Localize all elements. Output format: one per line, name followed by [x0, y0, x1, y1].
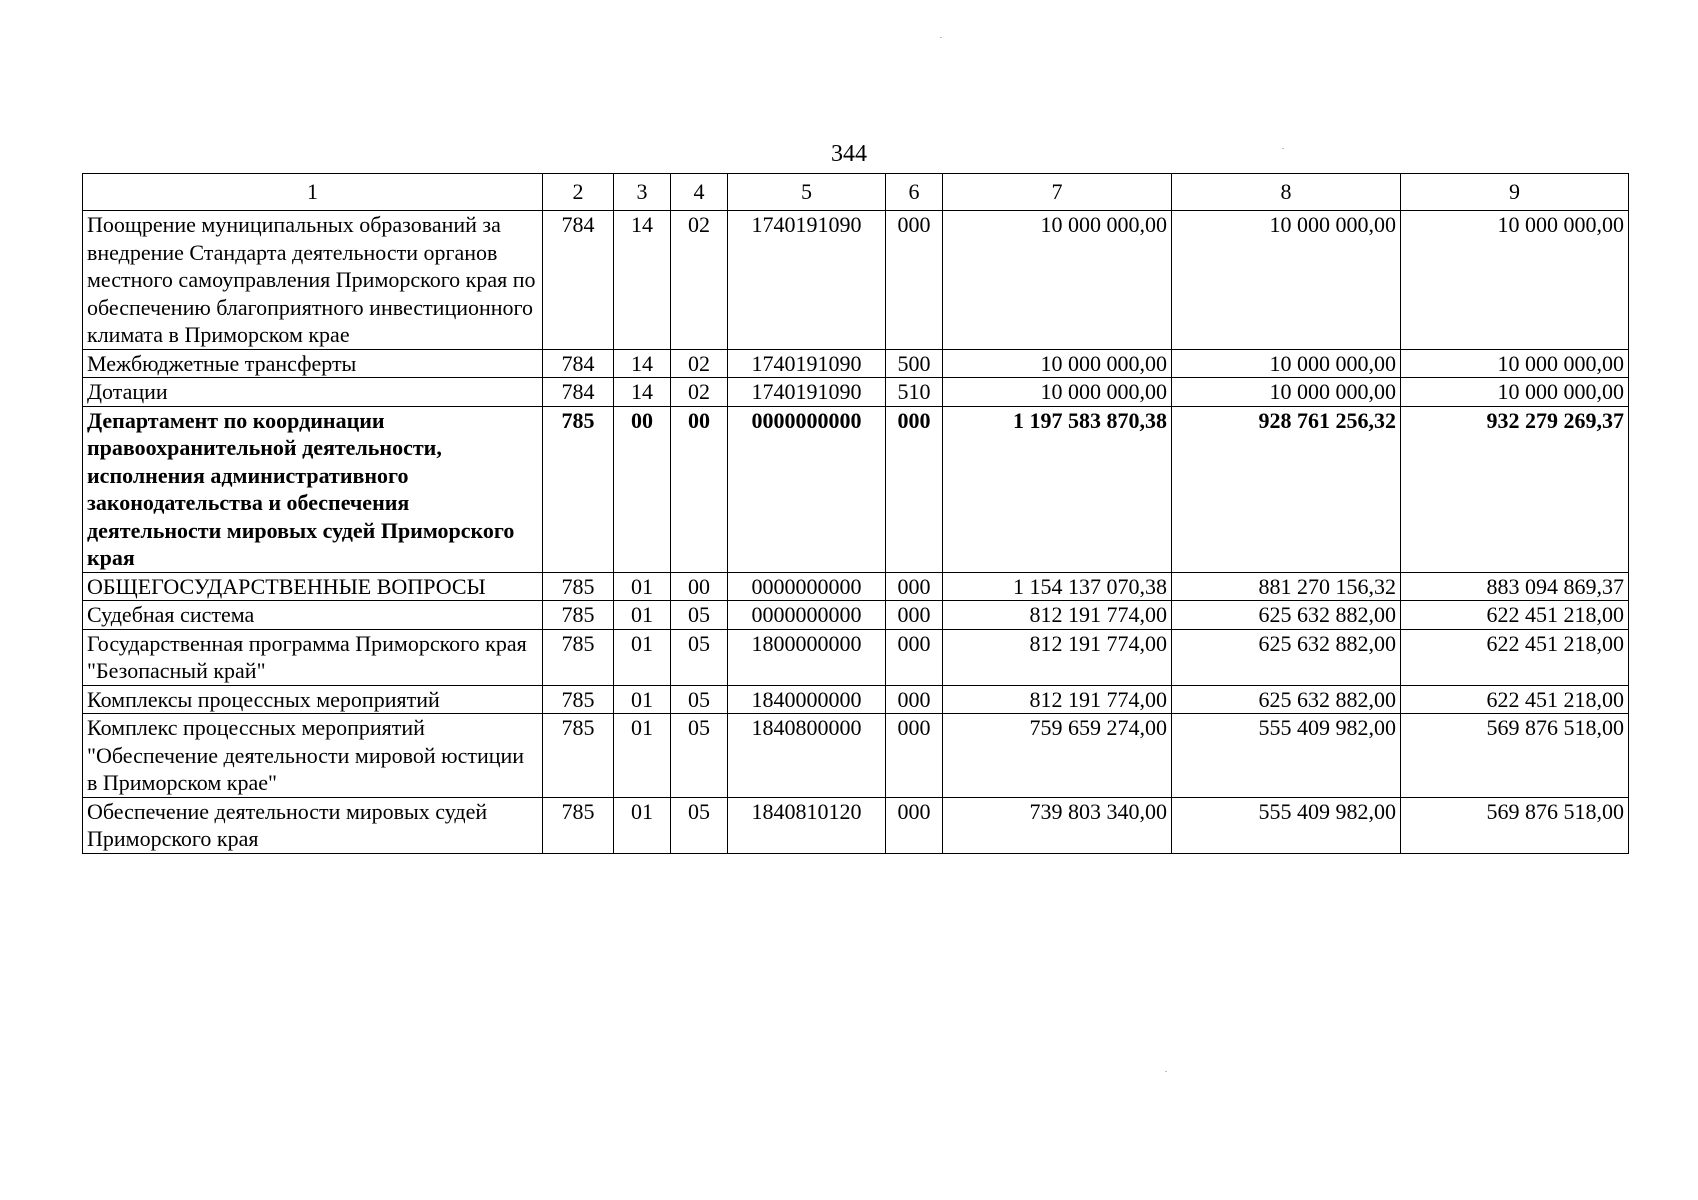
table-row	[83, 349, 1629, 378]
ministry-code: 785	[543, 797, 614, 853]
table-row	[83, 572, 1629, 601]
table-row	[83, 601, 1629, 630]
expense-type-code: 000	[886, 601, 943, 630]
column-header: 9	[1401, 174, 1629, 211]
ministry-code: 785	[543, 714, 614, 798]
section-code: 01	[614, 797, 671, 853]
ministry-code: 784	[543, 378, 614, 407]
section-code: 01	[614, 714, 671, 798]
column-number-row	[83, 174, 1629, 211]
row-name: Обеспечение деятельности мировых судей Приморского края	[83, 797, 543, 853]
row-name: Межбюджетные трансферты	[83, 349, 543, 378]
amount-col-8: 625 632 882,00	[1172, 685, 1401, 714]
amount-col-9: 569 876 518,00	[1401, 714, 1629, 798]
amount-col-8: 881 270 156,32	[1172, 572, 1401, 601]
expense-type-code: 510	[886, 378, 943, 407]
amount-col-7: 1 154 137 070,38	[943, 572, 1172, 601]
amount-col-7: 812 191 774,00	[943, 685, 1172, 714]
expense-type-code: 000	[886, 629, 943, 685]
amount-col-7: 759 659 274,00	[943, 714, 1172, 798]
table-row	[83, 211, 1629, 350]
expense-type-code: 000	[886, 714, 943, 798]
row-name: Департамент по координации правоохранительной деятельности, исполнения административного законодательства и обеспечения деятельности мировых судей Приморского края	[83, 406, 543, 572]
subsection-code: 05	[671, 685, 728, 714]
expense-type-code: 000	[886, 572, 943, 601]
expense-type-code: 000	[886, 685, 943, 714]
ministry-code: 784	[543, 349, 614, 378]
ministry-code: 784	[543, 211, 614, 350]
amount-col-8: 10 000 000,00	[1172, 349, 1401, 378]
amount-col-9: 10 000 000,00	[1401, 378, 1629, 407]
section-code: 14	[614, 349, 671, 378]
column-header: 3	[614, 174, 671, 211]
row-name: Дотации	[83, 378, 543, 407]
amount-col-9: 10 000 000,00	[1401, 349, 1629, 378]
amount-col-9: 622 451 218,00	[1401, 685, 1629, 714]
subsection-code: 05	[671, 797, 728, 853]
amount-col-7: 739 803 340,00	[943, 797, 1172, 853]
section-code: 14	[614, 211, 671, 350]
expense-type-code: 000	[886, 797, 943, 853]
subsection-code: 02	[671, 349, 728, 378]
table-row	[83, 797, 1629, 853]
page-number: 344	[831, 141, 867, 167]
amount-col-7: 1 197 583 870,38	[943, 406, 1172, 572]
row-name: Судебная система	[83, 601, 543, 630]
section-code: 14	[614, 378, 671, 407]
target-article-code: 1740191090	[728, 211, 886, 350]
target-article-code: 0000000000	[728, 406, 886, 572]
scan-speck	[1165, 1071, 1167, 1072]
budget-table	[82, 173, 1629, 854]
row-name: Комплекс процессных мероприятий "Обеспечение деятельности мировой юстиции в Приморском крае"	[83, 714, 543, 798]
target-article-code: 1840810120	[728, 797, 886, 853]
expense-type-code: 000	[886, 406, 943, 572]
amount-col-7: 812 191 774,00	[943, 601, 1172, 630]
section-code: 01	[614, 572, 671, 601]
amount-col-9: 622 451 218,00	[1401, 629, 1629, 685]
table-row	[83, 629, 1629, 685]
amount-col-8: 625 632 882,00	[1172, 601, 1401, 630]
amount-col-7: 812 191 774,00	[943, 629, 1172, 685]
target-article-code: 0000000000	[728, 572, 886, 601]
target-article-code: 1800000000	[728, 629, 886, 685]
scan-speck	[1282, 148, 1284, 149]
table-row	[83, 685, 1629, 714]
table-row	[83, 378, 1629, 407]
section-code: 01	[614, 601, 671, 630]
row-name: Комплексы процессных мероприятий	[83, 685, 543, 714]
amount-col-9: 569 876 518,00	[1401, 797, 1629, 853]
expense-type-code: 000	[886, 211, 943, 350]
column-header: 5	[728, 174, 886, 211]
column-header: 1	[83, 174, 543, 211]
row-name: Поощрение муниципальных образований за внедрение Стандарта деятельности органов местного самоуправления Приморского края по обеспечению благоприятного инвестиционного климата в Приморском крае	[83, 211, 543, 350]
ministry-code: 785	[543, 572, 614, 601]
section-code: 01	[614, 685, 671, 714]
column-header: 2	[543, 174, 614, 211]
target-article-code: 1740191090	[728, 378, 886, 407]
row-name: ОБЩЕГОСУДАРСТВЕННЫЕ ВОПРОСЫ	[83, 572, 543, 601]
amount-col-9: 932 279 269,37	[1401, 406, 1629, 572]
ministry-code: 785	[543, 629, 614, 685]
column-header: 6	[886, 174, 943, 211]
amount-col-7: 10 000 000,00	[943, 378, 1172, 407]
scan-speck	[940, 37, 942, 38]
amount-col-8: 10 000 000,00	[1172, 378, 1401, 407]
subsection-code: 05	[671, 629, 728, 685]
amount-col-8: 928 761 256,32	[1172, 406, 1401, 572]
column-header: 7	[943, 174, 1172, 211]
amount-col-8: 625 632 882,00	[1172, 629, 1401, 685]
ministry-code: 785	[543, 685, 614, 714]
target-article-code: 1740191090	[728, 349, 886, 378]
subsection-code: 00	[671, 406, 728, 572]
subsection-code: 05	[671, 714, 728, 798]
column-header: 4	[671, 174, 728, 211]
target-article-code: 1840800000	[728, 714, 886, 798]
target-article-code: 1840000000	[728, 685, 886, 714]
amount-col-8: 555 409 982,00	[1172, 797, 1401, 853]
subsection-code: 02	[671, 378, 728, 407]
amount-col-9: 622 451 218,00	[1401, 601, 1629, 630]
amount-col-7: 10 000 000,00	[943, 349, 1172, 378]
subsection-code: 00	[671, 572, 728, 601]
column-header: 8	[1172, 174, 1401, 211]
section-code: 00	[614, 406, 671, 572]
ministry-code: 785	[543, 406, 614, 572]
table-row-department	[83, 406, 1629, 572]
subsection-code: 05	[671, 601, 728, 630]
amount-col-8: 555 409 982,00	[1172, 714, 1401, 798]
table-row	[83, 714, 1629, 798]
target-article-code: 0000000000	[728, 601, 886, 630]
amount-col-9: 883 094 869,37	[1401, 572, 1629, 601]
amount-col-7: 10 000 000,00	[943, 211, 1172, 350]
section-code: 01	[614, 629, 671, 685]
amount-col-8: 10 000 000,00	[1172, 211, 1401, 350]
ministry-code: 785	[543, 601, 614, 630]
row-name: Государственная программа Приморского края "Безопасный край"	[83, 629, 543, 685]
amount-col-9: 10 000 000,00	[1401, 211, 1629, 350]
subsection-code: 02	[671, 211, 728, 350]
expense-type-code: 500	[886, 349, 943, 378]
